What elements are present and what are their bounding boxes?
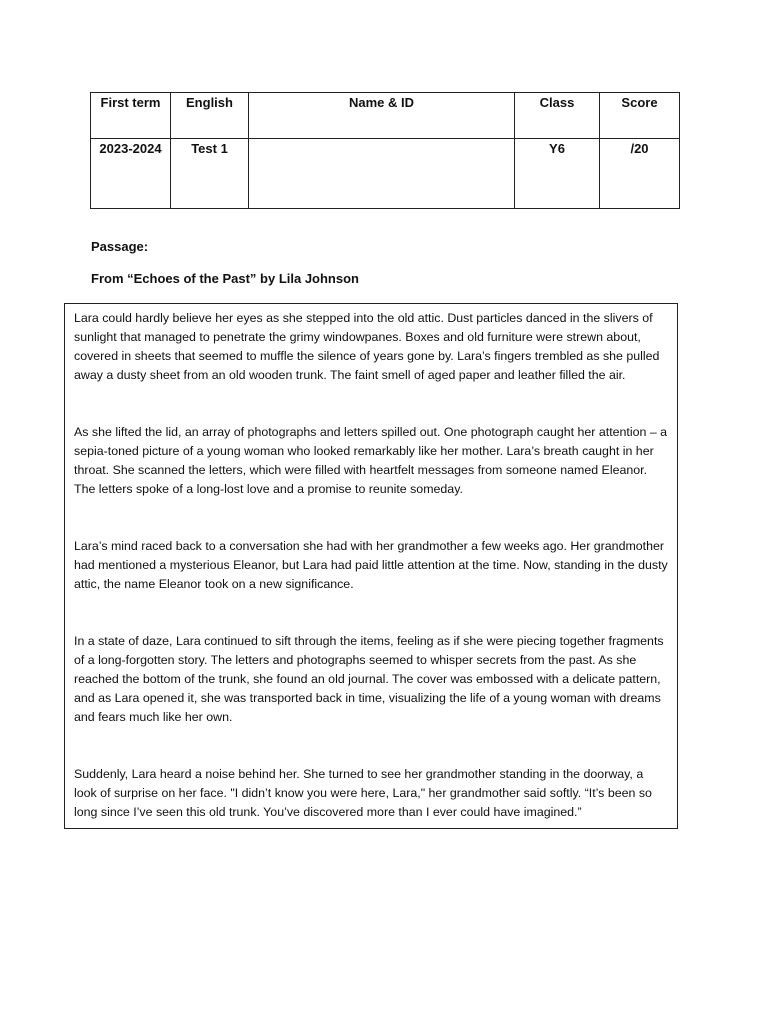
- term-label: First term: [91, 93, 171, 139]
- header-table: [90, 92, 680, 209]
- header-row: [91, 93, 680, 139]
- year-value: 2023-2024: [91, 139, 171, 209]
- score-value: /20: [600, 139, 680, 209]
- name-id-label: Name & ID: [249, 93, 515, 139]
- passage-box: [64, 303, 678, 829]
- paragraph-4: In a state of daze, Lara continued to sift through the items, feeling as if she were piecing together fragments of a long-forgotten story. The letters and photographs seemed to whisper secrets from the past. As she reached the bottom of the trunk, she found an old journal. The cover was embossed with a delicate pattern, and as Lara opened it, she was transported back in time, visualizing the life of a young woman with dreams and fears much like her own.: [74, 634, 664, 724]
- class-label: Class: [515, 93, 600, 139]
- passage-source: From “Echoes of the Past” by Lila Johnson: [91, 271, 359, 286]
- score-label: Score: [600, 93, 680, 139]
- paragraph-5: Suddenly, Lara heard a noise behind her. She turned to see her grandmother standing in the doorway, a look of surprise on her face. "I didn’t know you were here, Lara," her grandmother said softly. “It’s been so long since I’ve seen this old trunk. You’ve discovered more than I ever could have imagined.”: [74, 767, 652, 819]
- test-value: Test 1: [171, 139, 249, 209]
- class-value: Y6: [515, 139, 600, 209]
- passage-label: Passage:: [91, 239, 149, 254]
- subject-label: English: [171, 93, 249, 139]
- name-id-field[interactable]: [249, 139, 515, 209]
- paragraph-1: Lara could hardly believe her eyes as she stepped into the old attic. Dust particles danced in the slivers of sunlight that managed to penetrate the grimy windowpanes. Boxes and old furniture were strewn about, covered in sheets that seemed to muffle the silence of years gone by. Lara’s fingers trembled as she pulled away a dusty sheet from an old wooden trunk. The faint smell of aged paper and leather filled the air.: [74, 311, 660, 382]
- paragraph-3: Lara’s mind raced back to a conversation she had with her grandmother a few weeks ago. Her grandmother had mentioned a mysterious Eleanor, but Lara had paid little attention at the time. Now, standing in the dusty attic, the name Eleanor took on a new significance.: [74, 539, 668, 591]
- paragraph-2: As she lifted the lid, an array of photographs and letters spilled out. One photograph caught her attention – a sepia-toned picture of a young woman who looked remarkably like her mother. Lara’s breath caught in her throat. She scanned the letters, which were filled with heartfelt messages from someone named Eleanor. The letters spoke of a long-lost love and a promise to reunite someday.: [74, 425, 668, 496]
- value-row: [91, 139, 680, 209]
